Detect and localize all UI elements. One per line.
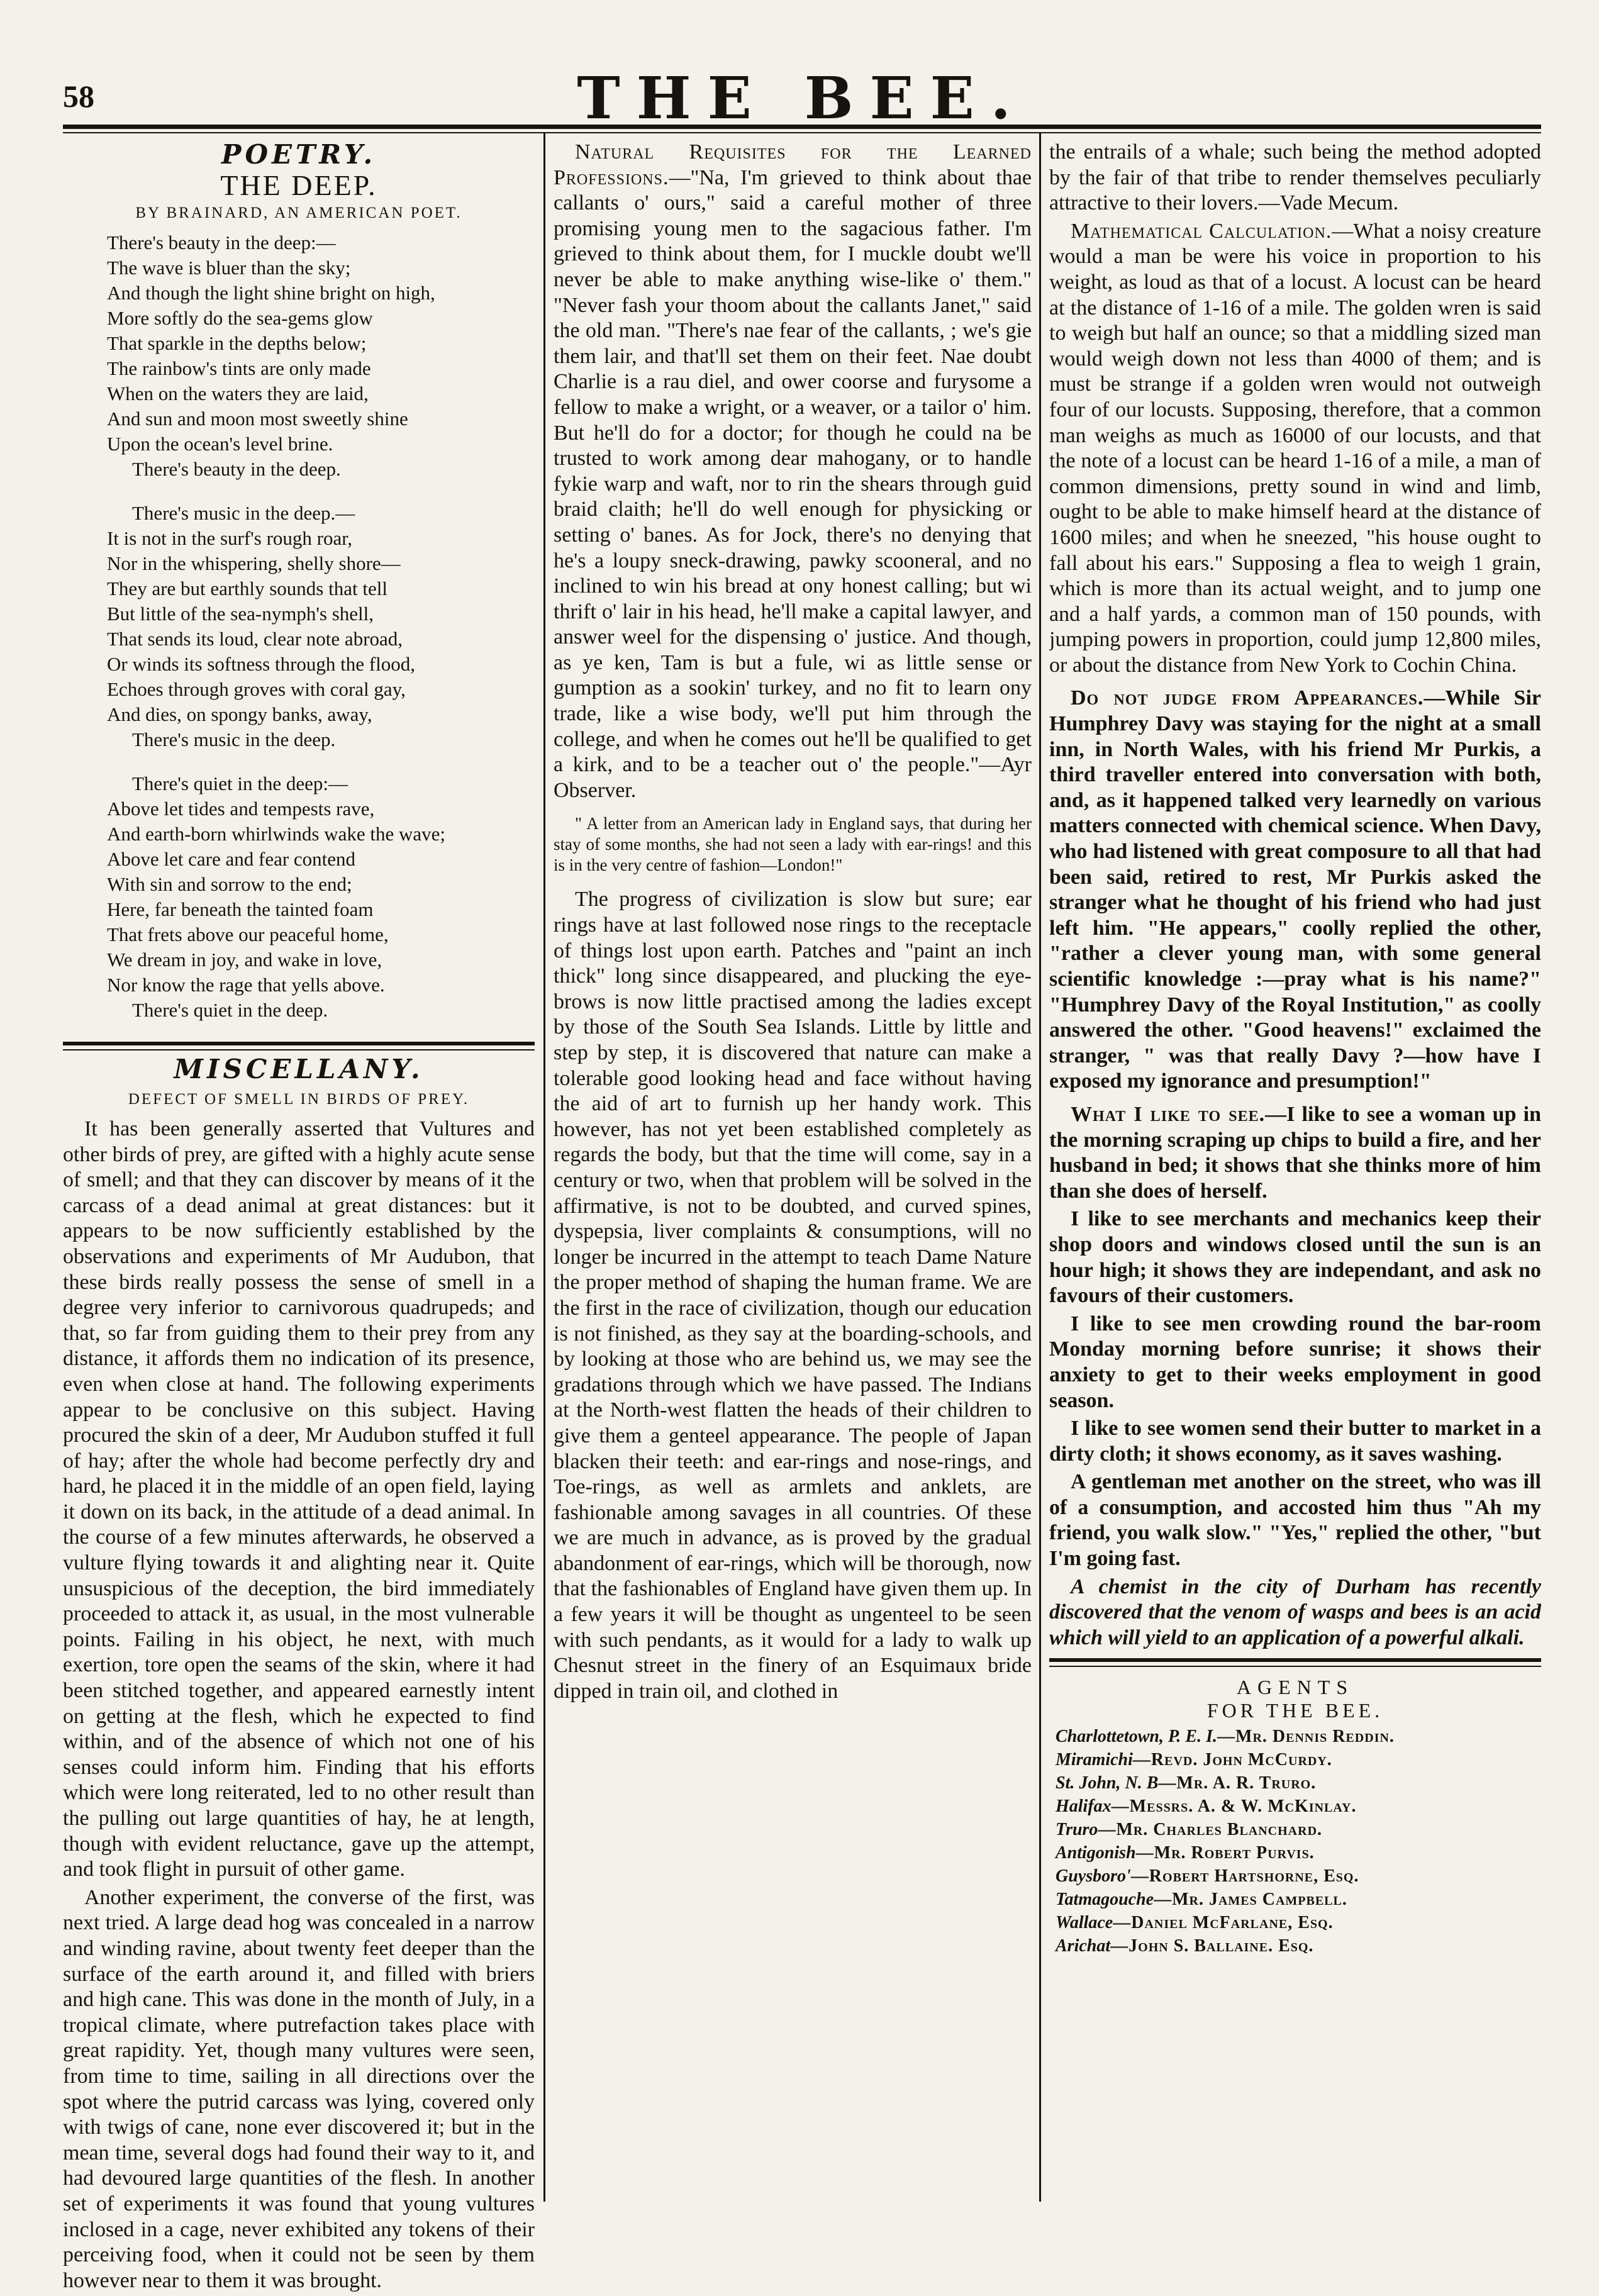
poem-line: Echoes through groves with coral gay, [107, 677, 406, 700]
article-body: —While Sir Humphrey Davy was staying for the night at a small inn, in North Wales, with his friend Mr Purkis, a third traveller entered into conversation with both, and, as it happened talked very learnedly on various matters connected with chemical science. When Davy, who had listened with great composure to all that had been said, retired to rest, Mr Purkis asked the stranger what he thought of his friend who had just left him. "He appears," coolly replied the other, "rather a clever young man, with some general scientific knowledge :—pray what is his name?" "Humphrey Davy of the Royal Institution," as coolly answered the other. "Good heavens!" exclaimed the stranger, " was that really Davy ?—how have I exposed my ignorance and presumption!" [1049, 686, 1541, 1093]
article-paragraph: The progress of civilization is slow but sure; ear rings have at last followed nose rings to the receptacle of things lost upon earth. Patches and "paint an inch thick" long since disappeared, and plucking the eye-brows is now little practised among the ladies except by those of the South Sea Islands. Little by little and step by step, it is discovered that nature can make a tolerable good looking head and face without having the aid of art to furnish up her handy work. This however, has not yet been established completely as regards the body, but that the time will come, say in a century or two, when that problem will be solved in the affirmative, is not to be doubted, and curved spines, dyspepsia, liver complaints & consumptions, will no longer be incurred in the attempt to teach Dame Nature the proper method of shaping the human frame. We are the first in the race of civilization, though our education is not finished, as they say at the boarding-schools, and by looking at those who are behind us, we may see the gradations through which we have passed. The Indians at the North-west flatten the heads of their children to give them a genteel appearance. The people of Japan blacken their teeth: and ear-rings and nose-rings, and Toe-rings, as well as armlets and anklets, are fashionable among savages in all countries. Of these we are much in advance, as is proved by the gradual abandonment of ear-rings, which will be thorough, now that the fashionables of England have given them up. In a few years it will be thought as ungenteel to be seen with such pendants, as it would for a lady to walk up Chesnut street in the finery of an Esquimaux bride dipped in train oil, and clothed in [554, 888, 1032, 1703]
poem-line: And earth-born whirlwinds wake the wave; [107, 822, 446, 845]
poem-line: The wave is bluer than the sky; [107, 256, 351, 279]
poem-line: And though the light shine bright on high, [107, 281, 435, 304]
poem-line: There's quiet in the deep:— [132, 772, 348, 794]
agent-place: Antigonish [1056, 1843, 1136, 1863]
poem-stanza [107, 230, 535, 482]
miscellany-heading: MISCELLANY. [174, 1053, 424, 1084]
article-paragraph: the entrails of a whale; such being the method adopted by the fair of that tribe to render themselves peculiarly attractive to their lovers.—Vade Mecum. [1049, 140, 1541, 215]
article-paragraph [1049, 686, 1541, 1095]
agent-name: —Mr. James Campbell. [1154, 1890, 1347, 1910]
agent-place: Truro [1056, 1820, 1098, 1840]
agent-name: —Mr. A. R. Truro. [1158, 1773, 1317, 1793]
agent-place: Tatmagouche [1056, 1890, 1154, 1910]
poem-line: That sends its loud, clear note abroad, [107, 627, 403, 650]
agent-entry [1049, 1888, 1541, 1911]
poem-line: And dies, on spongy banks, away, [107, 703, 372, 725]
agents-title: AGENTS [1236, 1676, 1354, 1699]
agent-entry [1049, 1934, 1541, 1958]
agent-place: Charlottetown, P. E. I. [1056, 1727, 1218, 1747]
article-lead: What I like to see. [1071, 1102, 1266, 1126]
poem-line: Upon the ocean's level brine. [107, 432, 333, 455]
poetry-heading: POETRY. [221, 140, 377, 170]
article-paragraph: Another experiment, the converse of the first, was next tried. A large dead hog was concealed in a narrow and winding ravine, about twenty feet deeper than the surface of the earth around it, and filled with briers and high cane. This was done in the month of July, in a tropical climate, where putrefaction takes place with great rapidity. Yet, though many vultures were seen, from time to time, sailing in all directions over the spot where the putrid carcass was lying, covered only with twigs of cane, none ever discovered it; but in the mean time, several dogs had found their way to it, and had devoured large quantities of the flesh. In another set of experiments it was found that young vultures inclosed in a cage, never exhibited any tokens of their perceiving food, when it could not be seen by them however near to them it was brought. [63, 1885, 535, 2292]
column-2 [554, 140, 1032, 1707]
agent-place: Wallace [1056, 1913, 1113, 1933]
poem-line: Above let care and fear contend [107, 847, 356, 870]
poem-stanza [107, 501, 535, 752]
poem-line: And sun and moon most sweetly shine [107, 407, 408, 430]
agent-entry [1049, 1911, 1541, 1934]
agent-name: —Daniel McFarlane, Esq. [1113, 1913, 1334, 1933]
article-paragraph: A chemist in the city of Durham has recently discovered that the venom of wasps and bees is an acid which will yield to an application of a powerful alkali. [1049, 1574, 1541, 1649]
agent-name: —Mr. Charles Blanchard. [1098, 1820, 1323, 1840]
agent-place: Miramichi [1056, 1750, 1133, 1770]
article-paragraph: I like to see merchants and mechanics keep their shop doors and windows closed until the sun is an hour high; it shows they are independant, and ask no favours of their customers. [1049, 1207, 1541, 1308]
poem-byline: BY BRAINARD, AN AMERICAN POET. [135, 204, 462, 222]
column-divider-1 [543, 132, 545, 2202]
masthead [63, 63, 1541, 132]
agent-place: Guysboro' [1056, 1866, 1131, 1886]
poem-line: That sparkle in the depths below; [107, 332, 367, 354]
agent-place: St. John, N. B [1056, 1773, 1159, 1793]
poem-line: It is not in the surf's rough roar, [107, 527, 353, 549]
poem-line: There's beauty in the deep. [132, 457, 341, 480]
agent-name: —Mr. Robert Purvis. [1135, 1843, 1315, 1863]
masthead-rule [63, 125, 1541, 129]
agent-place: Arichat [1056, 1936, 1111, 1956]
poem-title: THE DEEP. [220, 169, 377, 201]
poem-line: Or winds its softness through the flood, [107, 652, 415, 675]
poem-line: With sin and sorrow to the end; [107, 872, 352, 895]
masthead-rule-thin [63, 132, 1541, 133]
article-paragraph [554, 140, 1032, 803]
poem-line: Here, far beneath the tainted foam [107, 898, 374, 920]
article-body: —"Na, I'm grieved to think about thae callants o' ours," said a careful mother of three promising young men to the sagacious father. I'm grieved to think about them, for I muckle doubt we'll never be able to make anything wise-like o' them." "Never fash your thoom about the callants Janet," said the old man. "There's nae fear of the callants, ; we's gie them lair, and that'll set them on their feet. Nae doubt Charlie is a rau diel, and ower coorse and furysome a fellow to make a wright, or a weaver, or a tailor o' him. But he'll do for a doctor; for though he could na be trusted to work among dear mahogany, or to handle fykie warp and waft, nor to rin the shears through guid braid claith; he'll do well enough for physicking or setting o' banes. As for Jock, there's no denying that he's a loupy sneck-drawing, pawky scooneral, and no inclined to win his bread at ony honest calling; but wi thrift o' lair in his head, he'll make a capital lawyer, and answer weel for the dispensing o' justice. And though, as ye ken, Tam is but a fule, wi as little sense or gumption as a sookin' turkey, and no fit to learn ony trade, like a wise body, we'll put him through the college, and when he comes out he'll be qualified to get a kirk, and to be a teacher out o' the people."—Ayr Observer. [554, 165, 1032, 802]
column-1 [63, 140, 535, 2296]
poem-line: There's music in the deep. [132, 728, 336, 750]
article-paragraph [1049, 219, 1541, 679]
section-rule [1049, 1658, 1541, 1667]
agent-name: —John S. Ballaine. Esq. [1110, 1936, 1314, 1956]
poem-line: They are but earthly sounds that tell [107, 577, 387, 599]
poem-line: The rainbow's tints are only made [107, 357, 371, 379]
agent-entry [1049, 1795, 1541, 1818]
poem-line: When on the waters they are laid, [107, 382, 369, 404]
article-body: —What a noisy creature would a man be were his voice in proportion to his weight, as loud as that of a locust. A locust can be heard at the distance of 1-16 of a mile. The golden wren is said to weigh but half an ounce; so that a middling sized man would weigh down not less than 4000 of them; and is must be strange if a golden wren would not outweigh four of our locusts. Supposing, therefore, that a common man weighs as much as 16000 of our locusts, and that the note of a locust can be heard 1-16 of a mile, a man of common dimensions, pretty sound in wind and limb, ought to be able to make himself heard at the distance of 1600 miles; and when he sneezed, "his house ought to fall about his ears." Supposing a flea to weigh 1 grain, which is more than its actual weight, and to jump one and a half yards, a common man of 150 pounds, with jumping powers in proportion, could jump 12,800 miles, or about the distance from New York to Cochin China. [1049, 219, 1541, 677]
agents-list [1049, 1676, 1541, 1958]
article-paragraph: I like to see women send their butter to market in a dirty cloth; it shows economy, as it saves washing. [1049, 1417, 1541, 1466]
quoted-letter: " A letter from an American lady in England says, that during her stay of some months, she had not seen a lady with ear-rings! and this is in the very centre of fashion—London!" [554, 814, 1032, 875]
page-number: 58 [63, 79, 94, 114]
article-paragraph [1049, 1102, 1541, 1204]
agent-name: —Robert Hartshorne, Esq. [1130, 1866, 1359, 1886]
article-paragraph: I like to see men crowding round the bar-room Monday morning before sunrise; it shows their anxiety to get to their weeks employment in good season. [1049, 1312, 1541, 1412]
poem-line: More softly do the sea-gems glow [107, 306, 373, 329]
agent-name: —Messrs. A. & W. McKinlay. [1111, 1797, 1357, 1817]
article-paragraph: A gentleman met another on the street, who was ill of a consumption, and accosted him thus "Ah my friend, you walk slow." "Yes," replied the other, "but I'm going fast. [1049, 1470, 1541, 1571]
agent-name: —Revd. John McCurdy. [1132, 1750, 1332, 1770]
agent-entry [1049, 1864, 1541, 1888]
poem-line: But little of the sea-nymph's shell, [107, 602, 374, 625]
poem-line: There's quiet in the deep. [132, 998, 328, 1021]
agent-name: —Mr. Dennis Reddin. [1217, 1727, 1395, 1747]
article-paragraph: It has been generally asserted that Vultures and other birds of prey, are gifted with a highly acute sense of smell; and that they can discover by means of it the carcass of a dead animal at great distances: but it appears to be now sufficiently established by the observations and experiments of Mr Audubon, that these birds really possess the sense of smell in a degree very inferior to carnivorous quadrupeds; and that, so far from guiding them to their prey from any distance, it affords them no indication of its presence, even when close at hand. The following experiments appear to be conclusive on this subject. Having procured the skin of a deer, Mr Audubon stuffed it full of hay; after the whole had become perfectly dry and hard, he placed it in the middle of an open field, laying it down on its back, in the attitude of a dead animal. In the course of a few minutes afterwards, he observed a vulture flying towards it and alighting near it. Quite unsuspicious of the deception, the bird immediately proceeded to attack it, as usual, in the most vulnerable points. Failing in his object, he next, with much exertion, tore open the seams of the skin, where it had been stitched together, and appeared earnestly intent on getting at the flesh, which he expected to find within, and of the absence of which not one of his senses could inform him. Finding that his efforts which were long reiterated, led to no other result than the pulling out large quantities of hay, he at length, though with evident reluctance, gave up the attempt, and took flight in pursuit of other game. [63, 1117, 535, 1881]
article-lead: Do not judge from Appearances. [1071, 686, 1424, 710]
column-divider-2 [1039, 132, 1041, 2202]
poem-line: There's beauty in the deep:— [107, 231, 336, 254]
poem-stanza [107, 771, 535, 1023]
article-lead: Natural Requisites for the Learned Professions. [554, 140, 1032, 189]
poem-line: Nor know the rage that yells above. [107, 973, 385, 996]
agent-entry [1049, 1818, 1541, 1841]
agent-entry [1049, 1748, 1541, 1771]
agent-entry [1049, 1841, 1541, 1864]
column-3 [1049, 140, 1541, 1958]
section-rule [63, 1042, 535, 1050]
poem-line: That frets above our peaceful home, [107, 923, 389, 945]
article-title: DEFECT OF SMELL IN BIRDS OF PREY. [128, 1091, 470, 1108]
poem-line: There's music in the deep.— [132, 501, 355, 524]
newspaper-title: THE BEE. [577, 64, 1027, 132]
agent-entry [1049, 1725, 1541, 1748]
poem-line: Above let tides and tempests rave, [107, 797, 375, 820]
article-lead: Mathematical Calculation. [1071, 219, 1332, 243]
poem-line: We dream in joy, and wake in love, [107, 948, 382, 971]
agent-place: Halifax [1056, 1797, 1112, 1817]
agents-subtitle: FOR THE BEE. [1206, 1699, 1384, 1722]
poem-line: Nor in the whispering, shelly shore— [107, 552, 401, 574]
agent-entry [1049, 1771, 1541, 1795]
poem [63, 230, 535, 1023]
article-body: —I like to see a woman up in the morning scraping up chips to build a fire, and her husband in bed; it shows that she thinks more of him than she does of herself. [1049, 1102, 1541, 1203]
